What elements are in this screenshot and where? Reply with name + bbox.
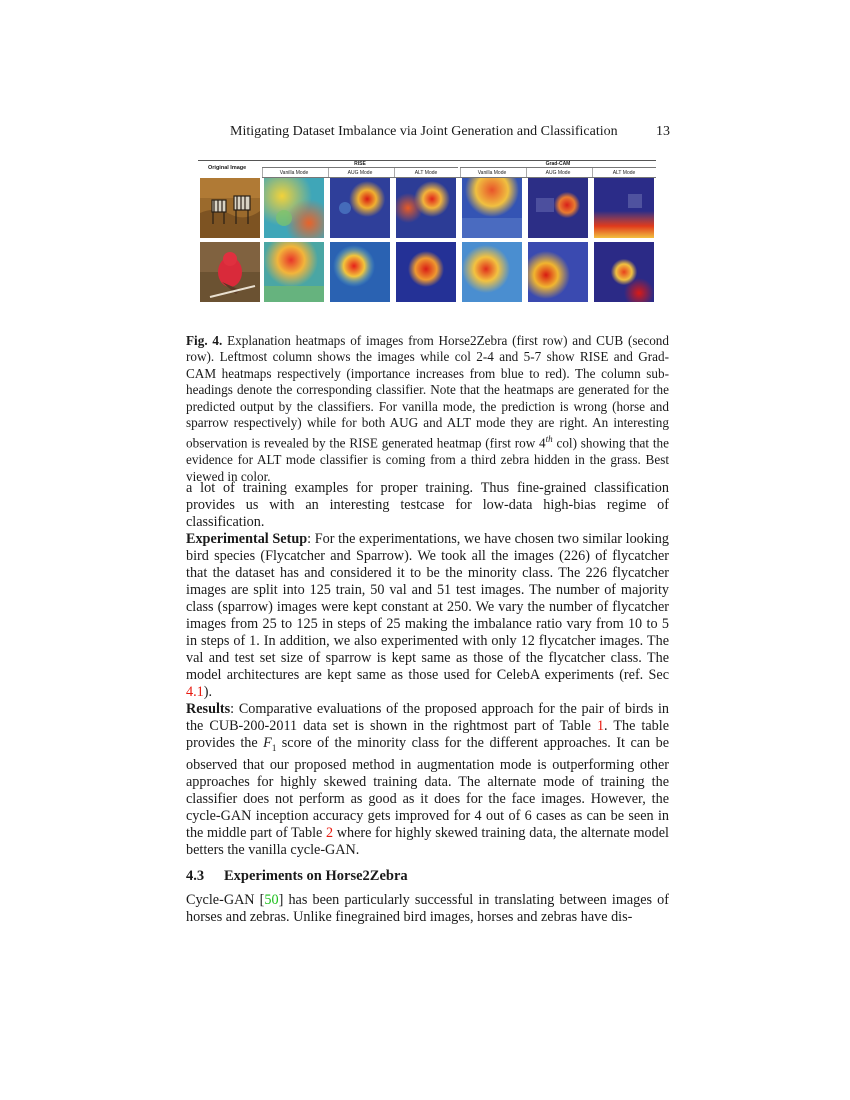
heatmap-gradcam-alt-zebra bbox=[594, 178, 654, 238]
heatmap-gradcam-aug-zebra bbox=[528, 178, 588, 238]
rise-group-rule bbox=[262, 167, 458, 168]
col-separator bbox=[592, 168, 593, 177]
experimental-setup-text-1: : For the experimentations, we have chosen two similar looking bird species (Flycatcher and Sparrow). We took all the images (226) of flycatcher that the dataset has and considered it to be the minority class. The 226 flycatcher images are split into 125 train, 50 val and 51 test images. The number of majority class (sparrow) images were kept constant at 250. We vary the number of flycatcher images from 25 to 125 in steps of 25 making the imbalance ratio vary from 10 to 5 in steps of 1. In addition, we also experimented with only 12 flycatcher images. The val and test set size of sparrow is kept same as those of the flycatcher class. The model architectures are kept same as those used for CelebA experiments (ref. Sec bbox=[186, 531, 669, 683]
col-separator bbox=[262, 168, 263, 177]
page-number: 13 bbox=[656, 124, 670, 139]
sub-heading-rise-alt: ALT Mode bbox=[414, 170, 438, 176]
col-separator bbox=[526, 168, 527, 177]
results-text-3: score of the minority class for the different approaches. It can be observed that our proposed method in augmentation mode is outperforming other approaches for highly skewed training data. The alternate mode of training the classifier does not perform as good as it does for the face images. However, the cycle-GAN inception accuracy gets improved for 4 out of 6 cases as can be seen in the middle part of Table bbox=[186, 735, 669, 841]
caption-text-1: Explanation heatmaps of images from Horse2Zebra (first row) and CUB (second row). Leftmost column shows the images while col 2-4 and 5-7 show RISE and Grad-CAM heatmaps respectively (importance increases from blue to red). The column sub-headings denote the corresponding classifier. Note that the heatmaps are generated for the predicted output by the classifiers. For vanilla mode, the prediction is wrong (horse and sparrow respectively) while for both AUG and ALT mode they are right. An interesting observation is revealed by the RISE generated heatmap (first row 4 bbox=[186, 333, 669, 451]
heatmap-rise-alt-zebra bbox=[396, 178, 456, 238]
heatmap-rise-aug-zebra bbox=[330, 178, 390, 238]
paragraph-intro bbox=[186, 480, 669, 531]
original-zebra-image bbox=[200, 178, 260, 238]
ref-table-1[interactable]: 1 bbox=[596, 718, 605, 734]
heatmap-gradcam-vanilla-bird bbox=[462, 242, 522, 302]
col-separator bbox=[394, 168, 395, 177]
heatmap-gradcam-alt-bird bbox=[594, 242, 654, 302]
paragraph-experimental-setup bbox=[186, 531, 669, 701]
gradcam-group-label: Grad-CAM bbox=[545, 161, 571, 167]
gradcam-group-rule bbox=[460, 167, 656, 168]
caption-label: Fig. 4. bbox=[186, 333, 223, 348]
running-title: Mitigating Dataset Imbalance via Joint Generation and Classification bbox=[230, 124, 618, 139]
heatmap-rise-vanilla-zebra bbox=[264, 178, 324, 238]
sub-heading-rise-aug: AUG Mode bbox=[347, 170, 373, 176]
section-title: Experiments on Horse2Zebra bbox=[224, 868, 408, 884]
section-heading-4-3 bbox=[186, 868, 408, 885]
original-bird-image bbox=[200, 242, 260, 302]
heatmap-gradcam-aug-bird bbox=[528, 242, 588, 302]
figure-caption bbox=[186, 333, 669, 485]
results-text-1: : Comparative evaluations of the proposed approach for the pair of birds in the CUB-200-2011 data set is shown in the rightmost part of Table bbox=[186, 701, 669, 734]
caption-text-2: col) showing that the evidence for ALT mode classifier is coming from a third zebra hidden in the grass. Best viewed in color. bbox=[186, 435, 669, 484]
math-f: F bbox=[263, 735, 272, 751]
original-image-label: Original Image bbox=[208, 165, 247, 171]
results-text-2: . The table provides the bbox=[186, 718, 669, 751]
ref-table-2[interactable]: 2 bbox=[325, 824, 334, 841]
caption-sup: th bbox=[545, 434, 553, 445]
ref-section-4-1[interactable]: 4.1 bbox=[186, 684, 204, 700]
sub-heading-gradcam-aug: AUG Mode bbox=[545, 170, 571, 176]
horse2zebra-text-1: Cycle-GAN [ bbox=[186, 892, 265, 908]
heatmap-rise-vanilla-bird bbox=[264, 242, 324, 302]
sub-heading-rise-vanilla: Vanilla Mode bbox=[279, 170, 309, 176]
experimental-setup-label: Experimental Setup bbox=[186, 531, 308, 547]
figure-heatmaps bbox=[198, 156, 656, 306]
experimental-setup-text-2: ). bbox=[203, 684, 213, 700]
sub-heading-gradcam-alt: ALT Mode bbox=[612, 170, 636, 176]
rise-group-label: RISE bbox=[354, 161, 366, 167]
figure-header bbox=[198, 156, 656, 178]
results-label: Results bbox=[186, 701, 231, 717]
sub-heading-gradcam-vanilla: Vanilla Mode bbox=[477, 170, 507, 176]
col-separator bbox=[460, 168, 461, 177]
math-f-sub: 1 bbox=[271, 742, 277, 753]
col-separator bbox=[328, 168, 329, 177]
heatmap-gradcam-vanilla-zebra bbox=[462, 178, 522, 238]
results-text-4: where for highly skewed training data, the alternate model betters the vanilla cycle-GAN. bbox=[186, 824, 669, 858]
horse2zebra-text-2: ] has been particularly successful in translating between images of horses and zebras. Unlike finegrained bird images, horses and zebras have dis- bbox=[186, 892, 670, 925]
section-number: 4.3 bbox=[186, 868, 205, 884]
heatmap-rise-alt-bird bbox=[396, 242, 456, 302]
paragraph-intro-text: a lot of training examples for proper training. Thus fine-grained classification provides us with an interesting testcase for low-data high-bias regime of classification. bbox=[186, 480, 669, 530]
heatmap-rise-aug-bird bbox=[330, 242, 390, 302]
ref-citation-50[interactable]: 50 bbox=[264, 892, 279, 908]
paragraph-results bbox=[186, 701, 669, 859]
paragraph-horse2zebra bbox=[186, 892, 669, 926]
